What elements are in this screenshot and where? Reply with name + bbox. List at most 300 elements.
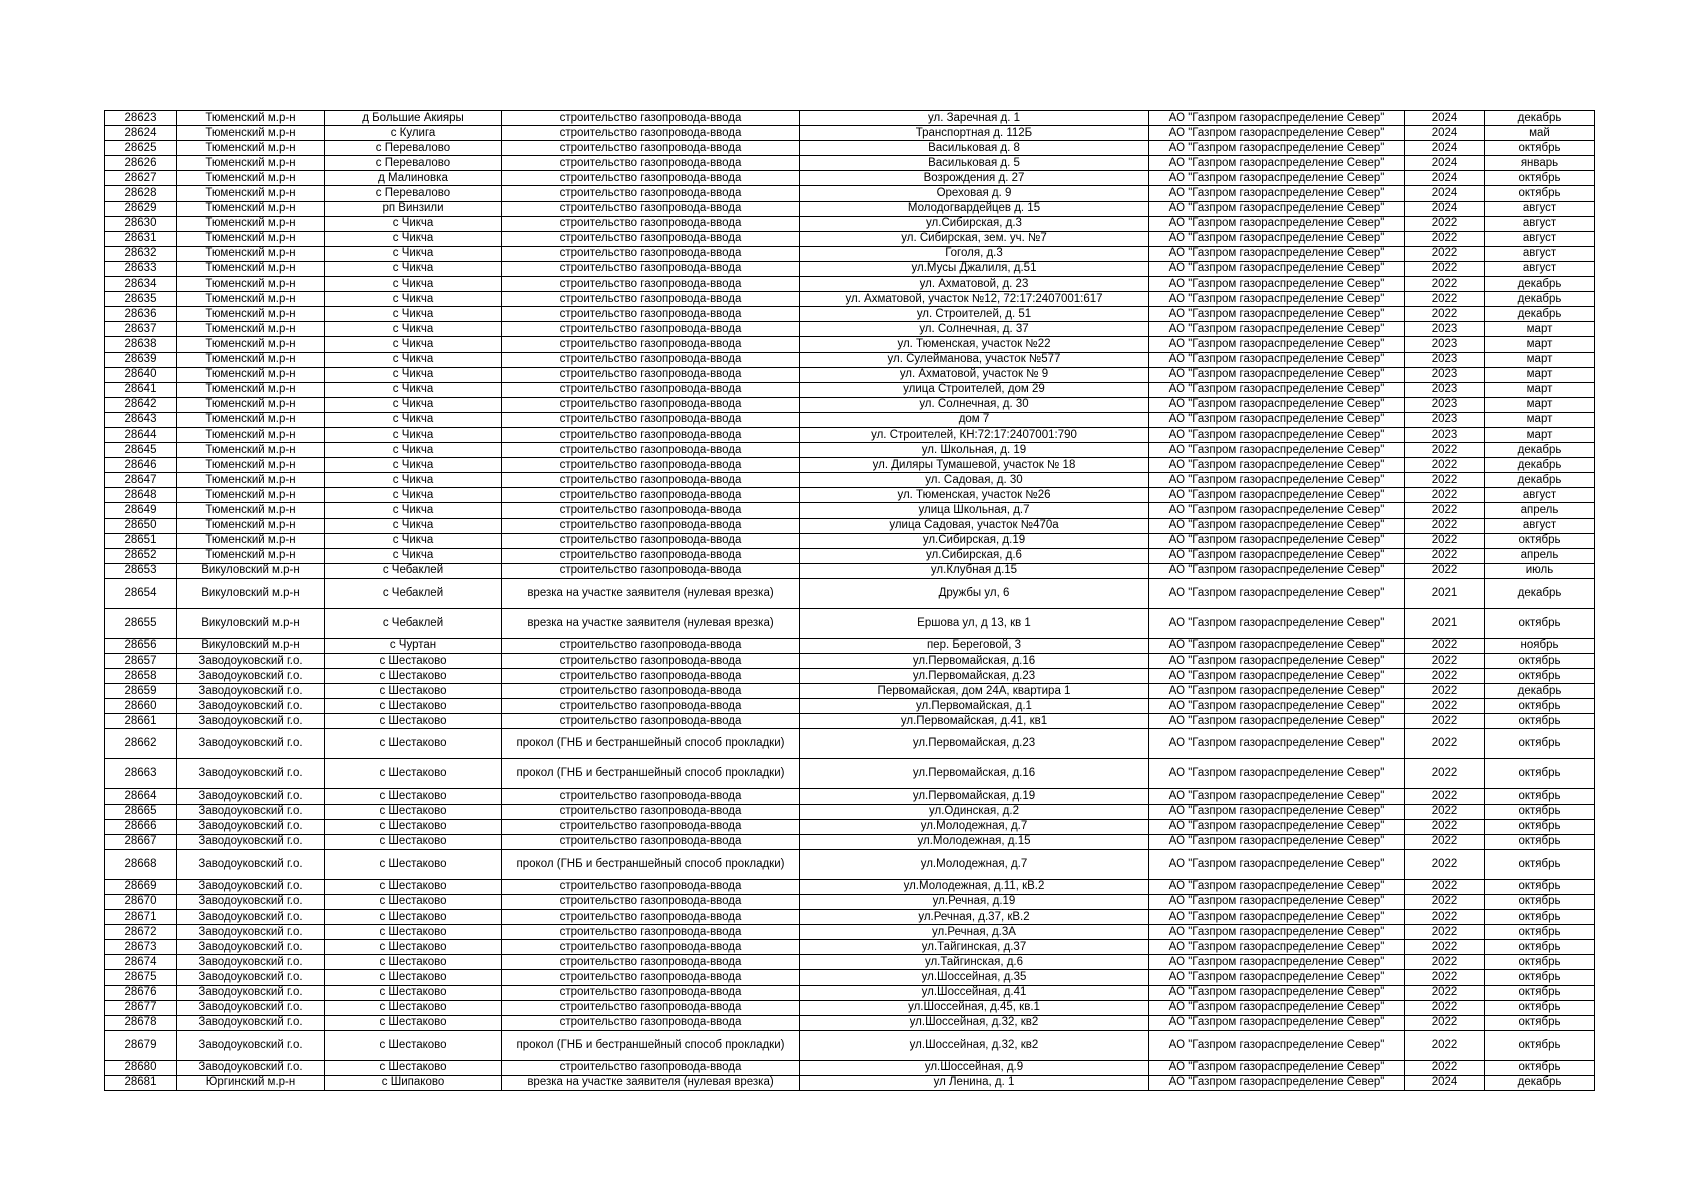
row-id-cell: 28640 <box>105 367 177 382</box>
month-cell: октябрь <box>1485 186 1595 201</box>
work-type-cell: строительство газопровода-ввода <box>502 458 800 473</box>
month-cell: октябрь <box>1485 729 1595 759</box>
district-cell: Тюменский м.р-н <box>177 518 325 533</box>
address-cell: ул.Шоссейная, д.41 <box>800 985 1149 1000</box>
table-row <box>105 804 1595 819</box>
table-row <box>105 548 1595 563</box>
settlement-cell: с Чикча <box>325 548 502 563</box>
settlement-cell: с Чебаклей <box>325 578 502 608</box>
settlement-cell: с Чикча <box>325 216 502 231</box>
month-cell: август <box>1485 261 1595 276</box>
address-cell: Ершова ул, д 13, кв 1 <box>800 608 1149 638</box>
table-row <box>105 503 1595 518</box>
table-row <box>105 608 1595 638</box>
month-cell: июль <box>1485 563 1595 578</box>
year-cell: 2022 <box>1405 1060 1485 1075</box>
district-cell: Тюменский м.р-н <box>177 126 325 141</box>
organization-cell: АО "Газпром газораспределение Север" <box>1149 322 1405 337</box>
month-cell: октябрь <box>1485 1060 1595 1075</box>
settlement-cell: с Чикча <box>325 473 502 488</box>
year-cell: 2022 <box>1405 1015 1485 1030</box>
row-id-cell: 28626 <box>105 156 177 171</box>
organization-cell: АО "Газпром газораспределение Север" <box>1149 925 1405 940</box>
address-cell: ул.Шоссейная, д.9 <box>800 1060 1149 1075</box>
organization-cell: АО "Газпром газораспределение Север" <box>1149 699 1405 714</box>
year-cell: 2023 <box>1405 322 1485 337</box>
table-row <box>105 894 1595 909</box>
year-cell: 2022 <box>1405 261 1485 276</box>
month-cell: декабрь <box>1485 292 1595 307</box>
table-row <box>105 412 1595 427</box>
year-cell: 2022 <box>1405 292 1485 307</box>
table-row <box>105 292 1595 307</box>
work-type-cell: строительство газопровода-ввода <box>502 201 800 216</box>
year-cell: 2022 <box>1405 940 1485 955</box>
row-id-cell: 28673 <box>105 940 177 955</box>
district-cell: Тюменский м.р-н <box>177 367 325 382</box>
month-cell: октябрь <box>1485 533 1595 548</box>
settlement-cell: с Чикча <box>325 322 502 337</box>
district-cell: Юргинский м.р-н <box>177 1075 325 1090</box>
year-cell: 2022 <box>1405 925 1485 940</box>
month-cell: ноябрь <box>1485 638 1595 653</box>
settlement-cell: с Чикча <box>325 352 502 367</box>
settlement-cell: с Шестаково <box>325 910 502 925</box>
address-cell: ул. Сулейманова, участок №577 <box>800 352 1149 367</box>
work-type-cell: строительство газопровода-ввода <box>502 488 800 503</box>
year-cell: 2022 <box>1405 819 1485 834</box>
work-type-cell: строительство газопровода-ввода <box>502 804 800 819</box>
table-row <box>105 231 1595 246</box>
organization-cell: АО "Газпром газораспределение Север" <box>1149 443 1405 458</box>
settlement-cell: с Кулига <box>325 126 502 141</box>
year-cell: 2022 <box>1405 789 1485 804</box>
organization-cell: АО "Газпром газораспределение Север" <box>1149 141 1405 156</box>
year-cell: 2022 <box>1405 488 1485 503</box>
district-cell: Тюменский м.р-н <box>177 186 325 201</box>
year-cell: 2022 <box>1405 503 1485 518</box>
work-type-cell: строительство газопровода-ввода <box>502 819 800 834</box>
month-cell: октябрь <box>1485 925 1595 940</box>
work-type-cell: строительство газопровода-ввода <box>502 699 800 714</box>
row-id-cell: 28631 <box>105 231 177 246</box>
table-row <box>105 443 1595 458</box>
organization-cell: АО "Газпром газораспределение Север" <box>1149 1000 1405 1015</box>
row-id-cell: 28675 <box>105 970 177 985</box>
work-type-cell: строительство газопровода-ввода <box>502 292 800 307</box>
month-cell: октябрь <box>1485 759 1595 789</box>
settlement-cell: с Чуртан <box>325 638 502 653</box>
row-id-cell: 28623 <box>105 111 177 126</box>
organization-cell: АО "Газпром газораспределение Север" <box>1149 473 1405 488</box>
address-cell: улица Школьная, д.7 <box>800 503 1149 518</box>
month-cell: октябрь <box>1485 819 1595 834</box>
settlement-cell: с Чикча <box>325 488 502 503</box>
address-cell: Дружбы ул, 6 <box>800 578 1149 608</box>
work-type-cell: строительство газопровода-ввода <box>502 412 800 427</box>
settlement-cell: с Шестаково <box>325 925 502 940</box>
organization-cell: АО "Газпром газораспределение Север" <box>1149 1015 1405 1030</box>
address-cell: ул.Речная, д.37, кВ.2 <box>800 910 1149 925</box>
settlement-cell: с Чебаклей <box>325 608 502 638</box>
row-id-cell: 28663 <box>105 759 177 789</box>
work-type-cell: прокол (ГНБ и бестраншейный способ прокладки) <box>502 759 800 789</box>
district-cell: Тюменский м.р-н <box>177 548 325 563</box>
row-id-cell: 28645 <box>105 443 177 458</box>
address-cell: Ореховая д. 9 <box>800 186 1149 201</box>
work-type-cell: строительство газопровода-ввода <box>502 894 800 909</box>
work-type-cell: строительство газопровода-ввода <box>502 970 800 985</box>
year-cell: 2022 <box>1405 729 1485 759</box>
district-cell: Заводоуковский г.о. <box>177 819 325 834</box>
organization-cell: АО "Газпром газораспределение Север" <box>1149 1030 1405 1060</box>
table-row <box>105 473 1595 488</box>
row-id-cell: 28639 <box>105 352 177 367</box>
settlement-cell: с Чикча <box>325 503 502 518</box>
work-type-cell: строительство газопровода-ввода <box>502 427 800 442</box>
address-cell: ул. Заречная д. 1 <box>800 111 1149 126</box>
table-row <box>105 729 1595 759</box>
row-id-cell: 28658 <box>105 669 177 684</box>
table-row <box>105 518 1595 533</box>
month-cell: октябрь <box>1485 654 1595 669</box>
month-cell: март <box>1485 337 1595 352</box>
district-cell: Викуловский м.р-н <box>177 563 325 578</box>
work-type-cell: строительство газопровода-ввода <box>502 141 800 156</box>
settlement-cell: с Шестаково <box>325 894 502 909</box>
work-type-cell: строительство газопровода-ввода <box>502 654 800 669</box>
work-type-cell: прокол (ГНБ и бестраншейный способ прокладки) <box>502 849 800 879</box>
organization-cell: АО "Газпром газораспределение Север" <box>1149 518 1405 533</box>
work-type-cell: строительство газопровода-ввода <box>502 111 800 126</box>
year-cell: 2022 <box>1405 804 1485 819</box>
year-cell: 2022 <box>1405 277 1485 292</box>
district-cell: Тюменский м.р-н <box>177 246 325 261</box>
settlement-cell: с Шестаково <box>325 849 502 879</box>
table-row <box>105 352 1595 367</box>
settlement-cell: с Шестаково <box>325 819 502 834</box>
organization-cell: АО "Газпром газораспределение Север" <box>1149 684 1405 699</box>
work-type-cell: строительство газопровода-ввода <box>502 352 800 367</box>
row-id-cell: 28646 <box>105 458 177 473</box>
month-cell: апрель <box>1485 503 1595 518</box>
row-id-cell: 28642 <box>105 397 177 412</box>
month-cell: август <box>1485 246 1595 261</box>
district-cell: Заводоуковский г.о. <box>177 684 325 699</box>
year-cell: 2022 <box>1405 684 1485 699</box>
district-cell: Заводоуковский г.о. <box>177 699 325 714</box>
organization-cell: АО "Газпром газораспределение Север" <box>1149 111 1405 126</box>
table-row <box>105 1030 1595 1060</box>
address-cell: Первомайская, дом 24А, квартира 1 <box>800 684 1149 699</box>
organization-cell: АО "Газпром газораспределение Север" <box>1149 910 1405 925</box>
table-row <box>105 879 1595 894</box>
district-cell: Заводоуковский г.о. <box>177 1015 325 1030</box>
address-cell: ул.Молодежная, д.11, кВ.2 <box>800 879 1149 894</box>
organization-cell: АО "Газпром газораспределение Север" <box>1149 563 1405 578</box>
row-id-cell: 28641 <box>105 382 177 397</box>
work-type-cell: строительство газопровода-ввода <box>502 307 800 322</box>
year-cell: 2022 <box>1405 714 1485 729</box>
settlement-cell: с Чикча <box>325 382 502 397</box>
row-id-cell: 28664 <box>105 789 177 804</box>
month-cell: декабрь <box>1485 277 1595 292</box>
address-cell: ул.Первомайская, д.16 <box>800 759 1149 789</box>
year-cell: 2022 <box>1405 231 1485 246</box>
settlement-cell: с Перевалово <box>325 156 502 171</box>
settlement-cell: с Чикча <box>325 443 502 458</box>
row-id-cell: 28660 <box>105 699 177 714</box>
work-type-cell: прокол (ГНБ и бестраншейный способ прокладки) <box>502 729 800 759</box>
row-id-cell: 28633 <box>105 261 177 276</box>
address-cell: ул.Первомайская, д.16 <box>800 654 1149 669</box>
row-id-cell: 28669 <box>105 879 177 894</box>
address-cell: ул.Мусы Джалиля, д.51 <box>800 261 1149 276</box>
district-cell: Заводоуковский г.о. <box>177 910 325 925</box>
district-cell: Тюменский м.р-н <box>177 382 325 397</box>
table-row <box>105 126 1595 141</box>
year-cell: 2022 <box>1405 1000 1485 1015</box>
year-cell: 2022 <box>1405 849 1485 879</box>
organization-cell: АО "Газпром газораспределение Север" <box>1149 789 1405 804</box>
table-row <box>105 427 1595 442</box>
settlement-cell: с Чикча <box>325 458 502 473</box>
year-cell: 2022 <box>1405 473 1485 488</box>
row-id-cell: 28636 <box>105 307 177 322</box>
settlement-cell: с Шестаково <box>325 684 502 699</box>
district-cell: Тюменский м.р-н <box>177 231 325 246</box>
district-cell: Тюменский м.р-н <box>177 277 325 292</box>
month-cell: октябрь <box>1485 669 1595 684</box>
address-cell: ул. Ахматовой, участок № 9 <box>800 367 1149 382</box>
row-id-cell: 28627 <box>105 171 177 186</box>
organization-cell: АО "Газпром газораспределение Север" <box>1149 714 1405 729</box>
month-cell: март <box>1485 367 1595 382</box>
organization-cell: АО "Газпром газораспределение Север" <box>1149 397 1405 412</box>
settlement-cell: с Чикча <box>325 292 502 307</box>
work-type-cell: строительство газопровода-ввода <box>502 156 800 171</box>
table-row <box>105 1000 1595 1015</box>
organization-cell: АО "Газпром газораспределение Север" <box>1149 578 1405 608</box>
row-id-cell: 28625 <box>105 141 177 156</box>
year-cell: 2022 <box>1405 518 1485 533</box>
year-cell: 2023 <box>1405 397 1485 412</box>
year-cell: 2021 <box>1405 578 1485 608</box>
row-id-cell: 28672 <box>105 925 177 940</box>
organization-cell: АО "Газпром газораспределение Север" <box>1149 503 1405 518</box>
row-id-cell: 28651 <box>105 533 177 548</box>
work-type-cell: строительство газопровода-ввода <box>502 397 800 412</box>
month-cell: октябрь <box>1485 714 1595 729</box>
district-cell: Тюменский м.р-н <box>177 307 325 322</box>
month-cell: апрель <box>1485 548 1595 563</box>
work-type-cell: строительство газопровода-ввода <box>502 246 800 261</box>
district-cell: Заводоуковский г.о. <box>177 669 325 684</box>
organization-cell: АО "Газпром газораспределение Север" <box>1149 231 1405 246</box>
year-cell: 2022 <box>1405 216 1485 231</box>
month-cell: март <box>1485 397 1595 412</box>
year-cell: 2022 <box>1405 458 1485 473</box>
row-id-cell: 28650 <box>105 518 177 533</box>
district-cell: Заводоуковский г.о. <box>177 729 325 759</box>
table-row <box>105 382 1595 397</box>
address-cell: ул. Солнечная, д. 37 <box>800 322 1149 337</box>
settlement-cell: с Шестаково <box>325 970 502 985</box>
address-cell: ул.Молодежная, д.7 <box>800 819 1149 834</box>
settlement-cell: с Шестаково <box>325 699 502 714</box>
organization-cell: АО "Газпром газораспределение Север" <box>1149 246 1405 261</box>
organization-cell: АО "Газпром газораспределение Север" <box>1149 186 1405 201</box>
table-row <box>105 654 1595 669</box>
district-cell: Заводоуковский г.о. <box>177 789 325 804</box>
district-cell: Тюменский м.р-н <box>177 261 325 276</box>
district-cell: Заводоуковский г.о. <box>177 804 325 819</box>
address-cell: ул.Первомайская, д.19 <box>800 789 1149 804</box>
table-row <box>105 1015 1595 1030</box>
row-id-cell: 28667 <box>105 834 177 849</box>
address-cell: ул Ленина, д. 1 <box>800 1075 1149 1090</box>
address-cell: ул.Речная, д.3А <box>800 925 1149 940</box>
district-cell: Тюменский м.р-н <box>177 171 325 186</box>
table-row <box>105 322 1595 337</box>
organization-cell: АО "Газпром газораспределение Север" <box>1149 985 1405 1000</box>
district-cell: Заводоуковский г.о. <box>177 1060 325 1075</box>
row-id-cell: 28648 <box>105 488 177 503</box>
row-id-cell: 28681 <box>105 1075 177 1090</box>
district-cell: Заводоуковский г.о. <box>177 894 325 909</box>
district-cell: Заводоуковский г.о. <box>177 985 325 1000</box>
row-id-cell: 28630 <box>105 216 177 231</box>
settlement-cell: с Шипаково <box>325 1075 502 1090</box>
organization-cell: АО "Газпром газораспределение Север" <box>1149 940 1405 955</box>
address-cell: ул.Сибирская, д.6 <box>800 548 1149 563</box>
month-cell: октябрь <box>1485 1015 1595 1030</box>
row-id-cell: 28674 <box>105 955 177 970</box>
row-id-cell: 28643 <box>105 412 177 427</box>
work-type-cell: строительство газопровода-ввода <box>502 925 800 940</box>
table-row <box>105 141 1595 156</box>
row-id-cell: 28632 <box>105 246 177 261</box>
table-row <box>105 563 1595 578</box>
organization-cell: АО "Газпром газораспределение Север" <box>1149 382 1405 397</box>
district-cell: Заводоуковский г.о. <box>177 1030 325 1060</box>
address-cell: ул.Тайгинская, д.6 <box>800 955 1149 970</box>
address-cell: ул.Клубная д.15 <box>800 563 1149 578</box>
address-cell: улица Строителей, дом 29 <box>800 382 1149 397</box>
table-row <box>105 367 1595 382</box>
work-type-cell: строительство газопровода-ввода <box>502 503 800 518</box>
table-body <box>105 111 1595 1091</box>
month-cell: март <box>1485 352 1595 367</box>
organization-cell: АО "Газпром газораспределение Север" <box>1149 669 1405 684</box>
work-type-cell: строительство газопровода-ввода <box>502 533 800 548</box>
month-cell: октябрь <box>1485 970 1595 985</box>
work-type-cell: строительство газопровода-ввода <box>502 955 800 970</box>
month-cell: май <box>1485 126 1595 141</box>
month-cell: август <box>1485 231 1595 246</box>
month-cell: март <box>1485 427 1595 442</box>
work-type-cell: строительство газопровода-ввода <box>502 714 800 729</box>
year-cell: 2024 <box>1405 201 1485 216</box>
address-cell: ул.Тайгинская, д.37 <box>800 940 1149 955</box>
district-cell: Заводоуковский г.о. <box>177 970 325 985</box>
district-cell: Тюменский м.р-н <box>177 292 325 307</box>
row-id-cell: 28655 <box>105 608 177 638</box>
settlement-cell: с Шестаково <box>325 879 502 894</box>
address-cell: Транспортная д. 112Б <box>800 126 1149 141</box>
district-cell: Заводоуковский г.о. <box>177 940 325 955</box>
year-cell: 2022 <box>1405 834 1485 849</box>
year-cell: 2022 <box>1405 910 1485 925</box>
month-cell: октябрь <box>1485 608 1595 638</box>
settlement-cell: с Чикча <box>325 277 502 292</box>
address-cell: ул.Сибирская, д.3 <box>800 216 1149 231</box>
table-row <box>105 638 1595 653</box>
district-cell: Тюменский м.р-н <box>177 322 325 337</box>
settlement-cell: с Чикча <box>325 307 502 322</box>
table-row <box>105 337 1595 352</box>
table-row <box>105 699 1595 714</box>
settlement-cell: с Шестаково <box>325 1000 502 1015</box>
work-type-cell: строительство газопровода-ввода <box>502 261 800 276</box>
month-cell: декабрь <box>1485 111 1595 126</box>
work-type-cell: прокол (ГНБ и бестраншейный способ прокладки) <box>502 1030 800 1060</box>
settlement-cell: с Шестаково <box>325 729 502 759</box>
table-row <box>105 216 1595 231</box>
organization-cell: АО "Газпром газораспределение Север" <box>1149 427 1405 442</box>
month-cell: август <box>1485 216 1595 231</box>
settlement-cell: с Чикча <box>325 246 502 261</box>
district-cell: Тюменский м.р-н <box>177 503 325 518</box>
row-id-cell: 28629 <box>105 201 177 216</box>
address-cell: ул.Молодежная, д.15 <box>800 834 1149 849</box>
work-type-cell: строительство газопровода-ввода <box>502 669 800 684</box>
district-cell: Тюменский м.р-н <box>177 337 325 352</box>
table-row <box>105 970 1595 985</box>
row-id-cell: 28659 <box>105 684 177 699</box>
address-cell: ул.Первомайская, д.23 <box>800 669 1149 684</box>
row-id-cell: 28671 <box>105 910 177 925</box>
table-row <box>105 186 1595 201</box>
address-cell: ул. Строителей, КН:72:17:2407001:790 <box>800 427 1149 442</box>
year-cell: 2023 <box>1405 352 1485 367</box>
address-cell: ул.Шоссейная, д.32, кв2 <box>800 1030 1149 1060</box>
district-cell: Тюменский м.р-н <box>177 473 325 488</box>
work-type-cell: врезка на участке заявителя (нулевая врезка) <box>502 608 800 638</box>
year-cell: 2024 <box>1405 171 1485 186</box>
row-id-cell: 28677 <box>105 1000 177 1015</box>
district-cell: Заводоуковский г.о. <box>177 714 325 729</box>
work-type-cell: строительство газопровода-ввода <box>502 879 800 894</box>
organization-cell: АО "Газпром газораспределение Север" <box>1149 277 1405 292</box>
table-row <box>105 277 1595 292</box>
organization-cell: АО "Газпром газораспределение Север" <box>1149 894 1405 909</box>
work-type-cell: строительство газопровода-ввода <box>502 834 800 849</box>
address-cell: Васильковая д. 8 <box>800 141 1149 156</box>
row-id-cell: 28653 <box>105 563 177 578</box>
district-cell: Тюменский м.р-н <box>177 427 325 442</box>
table-row <box>105 714 1595 729</box>
address-cell: ул.Первомайская, д.1 <box>800 699 1149 714</box>
table-row <box>105 789 1595 804</box>
address-cell: пер. Береговой, 3 <box>800 638 1149 653</box>
district-cell: Тюменский м.р-н <box>177 458 325 473</box>
year-cell: 2022 <box>1405 894 1485 909</box>
month-cell: октябрь <box>1485 789 1595 804</box>
month-cell: октябрь <box>1485 879 1595 894</box>
district-cell: Заводоуковский г.о. <box>177 879 325 894</box>
settlement-cell: с Чикча <box>325 533 502 548</box>
